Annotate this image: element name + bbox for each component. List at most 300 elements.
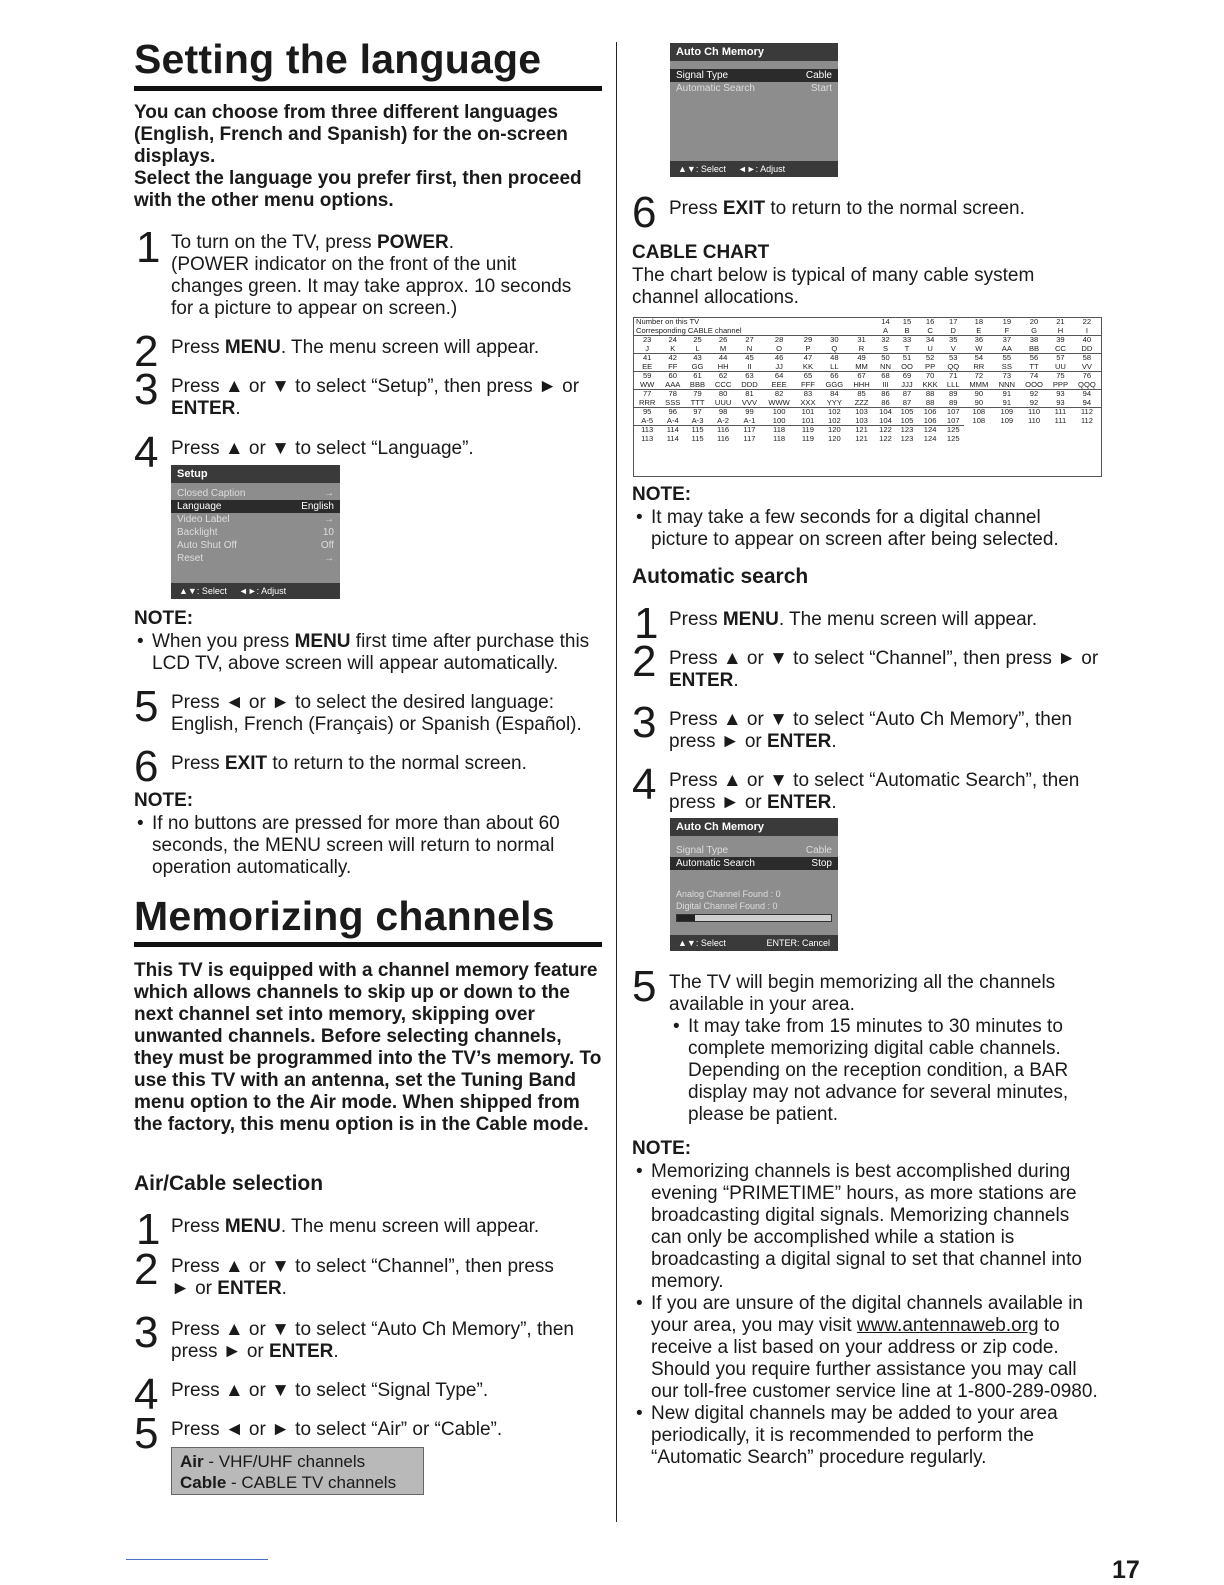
text: Press ▲ or ▼ to select “Channel”, then press ► or bbox=[669, 648, 1099, 669]
chart-cell-tv: 80 bbox=[710, 390, 736, 399]
chart-cell-cable: I bbox=[1085, 325, 1088, 335]
step-number: 4 bbox=[134, 1370, 159, 1419]
text: to return to the normal screen. bbox=[765, 198, 1025, 219]
footer-rule bbox=[126, 1559, 268, 1560]
chart-cell-tv: 41 bbox=[634, 354, 660, 363]
chart-cell-cable: E bbox=[976, 325, 982, 335]
text: to return to the normal screen. bbox=[267, 753, 527, 774]
chart-cell-cable: 91 bbox=[1002, 397, 1012, 407]
text: first time after purchase this LCD TV, above screen will appear automatically. bbox=[152, 631, 590, 674]
chart-cell-cable: 123 bbox=[900, 433, 914, 443]
chart-cell-cable: V bbox=[950, 343, 956, 353]
chart-cell-tv: 119 bbox=[796, 426, 821, 435]
chart-cell-cable: UU bbox=[1054, 361, 1066, 371]
osd-label: Automatic Search bbox=[676, 83, 755, 94]
chart-cell-tv: 44 bbox=[710, 354, 736, 363]
bullet-icon: • bbox=[636, 1403, 643, 1424]
chart-cell-tv: 78 bbox=[660, 390, 685, 399]
key-label: ENTER bbox=[767, 792, 832, 813]
osd-hint: ▲▼: Select bbox=[179, 586, 227, 596]
chart-cell-tv: 121 bbox=[848, 426, 874, 435]
osd-label: Signal Type bbox=[676, 70, 729, 81]
chart-cell-cable: TTT bbox=[690, 397, 705, 407]
text: . The menu screen will appear. bbox=[778, 609, 1038, 630]
chart-cell-tv: 74 bbox=[1020, 372, 1048, 381]
chart-cell-tv: 105 bbox=[896, 408, 918, 417]
chart-cell-cable: 89 bbox=[949, 397, 958, 407]
chart-cell-cable: BB bbox=[1028, 343, 1040, 353]
chart-cell-cable: A-4 bbox=[666, 415, 679, 425]
page-number: 17 bbox=[1112, 1556, 1140, 1584]
text: . bbox=[281, 1278, 287, 1299]
chart-cell-cable: 94 bbox=[1082, 397, 1092, 407]
chart-cell-tv: 16 bbox=[925, 317, 935, 326]
chart-cell-cable: 92 bbox=[1029, 397, 1039, 407]
chart-cell-tv: 111 bbox=[1048, 408, 1073, 417]
chart-cell-cable: VVV bbox=[741, 397, 758, 407]
section-title-setting-language: Setting the language bbox=[134, 36, 542, 82]
chart-cell-tv: 93 bbox=[1048, 390, 1073, 399]
osd-value: → bbox=[324, 553, 334, 564]
chart-cell-tv: 84 bbox=[820, 390, 848, 399]
key-label: ENTER bbox=[171, 398, 236, 419]
chart-cell-cable: 107 bbox=[946, 415, 960, 425]
chart-cell-cable: 93 bbox=[1056, 397, 1065, 407]
chart-cell-tv: 83 bbox=[796, 390, 821, 399]
chart-cell-cable: FFF bbox=[800, 379, 815, 389]
chart-cell-cable: R bbox=[858, 343, 865, 353]
chart-cell-cable: FF bbox=[668, 361, 678, 371]
text: . bbox=[235, 398, 241, 419]
chart-cell-tv: 28 bbox=[763, 336, 796, 345]
osd-label: Closed Caption bbox=[177, 488, 246, 499]
chart-cell-tv: 50 bbox=[875, 354, 897, 363]
chart-cell-tv: 25 bbox=[685, 336, 710, 345]
chart-cell-cable: 118 bbox=[773, 433, 786, 443]
chart-cell-tv: 72 bbox=[964, 372, 994, 381]
step-1-detail: (POWER indicator on the front of the unit changes green. It may take approx. 10 seconds for a picture to appear on screen.) bbox=[171, 254, 572, 319]
chart-cell-tv: 45 bbox=[736, 354, 762, 363]
osd-value: Off bbox=[320, 540, 334, 551]
chart-cell-cable: KKK bbox=[922, 379, 938, 389]
osd-row bbox=[171, 487, 340, 500]
chart-cell-cable: GG bbox=[691, 361, 704, 371]
chart-cell-cable: NN bbox=[880, 361, 891, 371]
step-number: 2 bbox=[134, 1245, 159, 1294]
text: . bbox=[333, 1341, 339, 1362]
chart-cell-tv: 86 bbox=[875, 390, 897, 399]
step-number: 5 bbox=[632, 962, 657, 1011]
chart-cell-cable: SS bbox=[1001, 361, 1012, 371]
chart-cell-cable: Q bbox=[831, 343, 838, 353]
chart-cell-tv: 55 bbox=[994, 354, 1020, 363]
chart-cell-tv: 37 bbox=[994, 336, 1020, 345]
chart-cell-cable: KK bbox=[802, 361, 814, 371]
option-name: Cable bbox=[180, 1473, 227, 1492]
note-bullet bbox=[636, 1161, 1101, 1293]
chart-cell-cable: JJJ bbox=[901, 379, 913, 389]
chart-cell-cable: P bbox=[805, 343, 811, 353]
ac-step-1-text bbox=[171, 1216, 591, 1238]
chart-cell-cable: HH bbox=[717, 361, 729, 371]
chart-cell-cable: U bbox=[927, 343, 933, 353]
chart-cell-tv: 75 bbox=[1048, 372, 1073, 381]
auto-ch-memory-screenshot bbox=[670, 43, 838, 177]
chart-cell-tv: 101 bbox=[796, 408, 821, 417]
chart-cell-cable: QQ bbox=[947, 361, 960, 371]
chart-cell-tv: 14 bbox=[881, 317, 890, 326]
chart-cell-tv: 22 bbox=[1082, 317, 1092, 326]
as-step-1-text bbox=[669, 609, 1089, 631]
chart-cell-cable: 110 bbox=[1027, 415, 1041, 425]
chart-cell-cable: WW bbox=[640, 379, 655, 389]
chart-cell-tv: 17 bbox=[949, 317, 958, 326]
chart-cell-tv: 36 bbox=[964, 336, 994, 345]
chart-cell-tv: 79 bbox=[685, 390, 710, 399]
text: . bbox=[733, 670, 739, 691]
chart-cell-cable: 88 bbox=[925, 397, 935, 407]
chart-cell-tv: 113 bbox=[634, 426, 660, 435]
chart-cell-tv: 117 bbox=[736, 426, 762, 435]
chart-cell-cable: MMM bbox=[969, 379, 989, 389]
chart-cell-tv: 64 bbox=[763, 372, 796, 381]
chart-cell-cable: BBB bbox=[689, 379, 706, 389]
text: Press bbox=[669, 609, 723, 630]
option-desc: - CABLE TV channels bbox=[226, 1473, 397, 1492]
chart-cell-cable: PPP bbox=[1052, 379, 1069, 389]
chart-cell-tv: 56 bbox=[1020, 354, 1048, 363]
as-step-3-text bbox=[669, 709, 1089, 753]
chart-cell-cable: A-3 bbox=[691, 415, 704, 425]
step-number: 1 bbox=[634, 599, 659, 648]
text: It may take a few seconds for a digital channel picture to appear on screen after being selected. bbox=[651, 507, 1059, 550]
osd-value: → bbox=[324, 514, 334, 525]
text: . bbox=[831, 792, 837, 813]
cable-chart-grid bbox=[634, 318, 1101, 443]
chart-cell-cable: G bbox=[1031, 325, 1037, 335]
chart-cell-cable: NNN bbox=[998, 379, 1016, 389]
chart-cell-cable: 108 bbox=[972, 415, 986, 425]
text: Memorizing channels is best accomplished during evening “PRIMETIME” hours, as more stations are broadcasting digital signals. Memorizing channels can only be accomplished while a station is broadcasting a digital signal to set that channel into memory. bbox=[651, 1161, 1082, 1292]
chart-cell-tv: 43 bbox=[685, 354, 710, 363]
digital-found-text: Digital Channel Found : 0 bbox=[676, 901, 778, 911]
key-label: ENTER bbox=[269, 1341, 334, 1362]
osd-row bbox=[171, 552, 340, 565]
chart-cell-cable: L bbox=[695, 343, 700, 353]
chart-cell-cable: WWW bbox=[768, 397, 790, 407]
text: press ► or bbox=[669, 792, 767, 813]
chart-cell-tv: 102 bbox=[820, 408, 848, 417]
osd-row bbox=[171, 526, 340, 539]
as-step-4-text bbox=[669, 770, 1089, 814]
chart-cell-cable: 101 bbox=[801, 415, 815, 425]
chart-cell-tv: 48 bbox=[820, 354, 848, 363]
chart-cell-cable: RR bbox=[973, 361, 985, 371]
chart-cell-tv: 91 bbox=[994, 390, 1020, 399]
chart-cell-cable: K bbox=[670, 343, 676, 353]
chart-cell-tv: 69 bbox=[896, 372, 918, 381]
osd-row-selected bbox=[171, 500, 340, 513]
chart-cell-tv: 54 bbox=[964, 354, 994, 363]
text: If no buttons are pressed for more than about 60 seconds, the MENU screen will return to normal operation automatically. bbox=[152, 813, 560, 878]
cable-chart-table bbox=[633, 317, 1102, 477]
chart-cell-tv: 29 bbox=[796, 336, 821, 345]
osd-label: Video Label bbox=[177, 514, 230, 525]
osd-label: Reset bbox=[177, 553, 204, 564]
chart-cell-cable: S bbox=[882, 343, 889, 353]
chart-cell-cable: 125 bbox=[946, 433, 960, 443]
chart-cell-cable: DDD bbox=[741, 379, 758, 389]
chart-cell-tv: 81 bbox=[736, 390, 762, 399]
chart-cell-tv: 51 bbox=[896, 354, 918, 363]
text: Press bbox=[171, 753, 225, 774]
intro-select-first: Select the language you prefer first, then proceed with the other menu options. bbox=[134, 168, 582, 211]
chart-cell-tv: 42 bbox=[660, 354, 685, 363]
text: Press ▲ or ▼ to select “Setup”, then press ► or bbox=[171, 376, 580, 397]
chart-label-cable: Corresponding CABLE channel bbox=[636, 325, 742, 335]
chart-cell-tv: 99 bbox=[736, 408, 762, 417]
chart-cell-tv: 49 bbox=[848, 354, 874, 363]
osd-hint: ENTER: Cancel bbox=[766, 938, 830, 948]
osd-row bbox=[670, 844, 838, 857]
step-number: 6 bbox=[134, 742, 159, 791]
chart-cell-cable: TT bbox=[1029, 361, 1039, 371]
text: Press ▲ or ▼ to select “Automatic Search”, then bbox=[669, 770, 1080, 791]
bullet-icon: • bbox=[673, 1016, 680, 1037]
subheading-automatic-search: Automatic search bbox=[632, 565, 809, 588]
chart-cell-tv: 100 bbox=[763, 408, 796, 417]
chart-cell-tv: 59 bbox=[634, 372, 660, 381]
chart-cell-tv: 27 bbox=[736, 336, 762, 345]
antennaweb-link[interactable]: www.antennaweb.org bbox=[856, 1315, 1039, 1336]
chart-cell-tv: 53 bbox=[943, 354, 965, 363]
ac-step-2-text bbox=[171, 1256, 591, 1300]
chart-cell-tv: 124 bbox=[918, 426, 943, 435]
chart-cell-tv: 94 bbox=[1073, 390, 1101, 399]
osd-value: Start bbox=[810, 83, 832, 94]
chart-row-cable bbox=[634, 435, 1101, 444]
osd-value: Cable bbox=[805, 845, 832, 856]
step-number: 3 bbox=[134, 365, 159, 414]
chart-cell-tv: 85 bbox=[848, 390, 874, 399]
chart-cell-cable: 112 bbox=[1080, 415, 1093, 425]
step-number: 3 bbox=[134, 1308, 159, 1357]
text: New digital channels may be added to your area periodically, it is recommended to perform the “Automatic Search” procedure regularly. bbox=[651, 1403, 1058, 1468]
chart-cell-cable: A-1 bbox=[743, 415, 756, 425]
osd-title: Auto Ch Memory bbox=[670, 818, 838, 836]
chart-cell-tv: 40 bbox=[1073, 336, 1101, 345]
osd-footer bbox=[171, 583, 340, 599]
osd-title: Auto Ch Memory bbox=[670, 43, 838, 61]
key-label: ENTER bbox=[767, 731, 832, 752]
bullet-icon: • bbox=[636, 1293, 643, 1314]
automatic-search-screenshot bbox=[670, 818, 838, 951]
text: If you are unsure of the digital channels available in your area, you may visit bbox=[651, 1293, 1083, 1336]
step-number: 1 bbox=[136, 223, 161, 272]
step-number: 3 bbox=[632, 698, 657, 747]
step-number: 1 bbox=[136, 1205, 161, 1254]
osd-row-selected bbox=[670, 69, 838, 82]
cable-chart-heading: CABLE CHART bbox=[632, 242, 770, 263]
chart-cell-tv: 76 bbox=[1073, 372, 1101, 381]
chart-cell-tv: 52 bbox=[918, 354, 943, 363]
chart-cell-cable: DD bbox=[1081, 343, 1093, 353]
key-label: POWER bbox=[376, 232, 449, 253]
search-progress-fill bbox=[677, 915, 695, 921]
chart-cell-tv: 68 bbox=[875, 372, 897, 381]
chart-cell-tv: 32 bbox=[875, 336, 897, 345]
text: Press bbox=[669, 198, 723, 219]
chart-cell-cable: AAA bbox=[665, 379, 681, 389]
osd-footer bbox=[670, 935, 838, 951]
step-number: 5 bbox=[134, 1409, 159, 1458]
chart-cell-cable: 111 bbox=[1054, 415, 1067, 425]
chart-cell-cable: A-2 bbox=[717, 415, 729, 425]
text: to receive a list based on your address or zip code. Should you require further assistance you may call our toll-free customer service line at 1-800-289-0980. bbox=[651, 1315, 1098, 1402]
chart-label-tv: Number on this TV bbox=[636, 317, 700, 326]
chart-cell-cable: ZZZ bbox=[854, 397, 869, 407]
chart-cell-tv: 70 bbox=[918, 372, 943, 381]
note-bullet bbox=[137, 813, 582, 879]
key-label: MENU bbox=[224, 1216, 281, 1237]
note-heading: NOTE: bbox=[134, 790, 194, 811]
key-label: MENU bbox=[224, 337, 281, 358]
chart-cell-tv: 97 bbox=[685, 408, 710, 417]
chart-cell-cable: 102 bbox=[828, 415, 841, 425]
chart-cell-tv: 106 bbox=[918, 408, 943, 417]
as-step-2-text bbox=[669, 648, 1099, 692]
osd-row bbox=[171, 513, 340, 526]
chart-cell-tv: 47 bbox=[796, 354, 821, 363]
intro-languages: You can choose from three different languages (English, French and Spanish) for the on-screen displays. bbox=[134, 102, 568, 167]
chart-cell-tv: 77 bbox=[634, 390, 660, 399]
chart-cell-tv: 125 bbox=[943, 426, 965, 435]
text: Press ▲ or ▼ to select “Auto Ch Memory”, then bbox=[669, 709, 1072, 730]
option-name: Air bbox=[180, 1452, 204, 1471]
setup-menu-screenshot bbox=[171, 465, 340, 599]
key-label: ENTER bbox=[669, 670, 734, 691]
step-5-text: Press ◄ or ► to select the desired language: English, French (Français) or Spanish (Español). bbox=[171, 692, 582, 735]
chart-cell-cable: CC bbox=[1054, 343, 1066, 353]
chart-cell-tv: 58 bbox=[1073, 354, 1101, 363]
chart-cell-cable: III bbox=[882, 379, 889, 389]
chart-cell-cable: B bbox=[904, 325, 910, 335]
osd-label: Auto Shut Off bbox=[177, 540, 237, 551]
chart-cell-cable: H bbox=[1057, 325, 1064, 335]
chart-cell-tv: 103 bbox=[848, 408, 874, 417]
chart-cell-tv: 87 bbox=[896, 390, 918, 399]
text: . The menu screen will appear. bbox=[280, 1216, 540, 1237]
chart-cell-tv: 108 bbox=[964, 408, 994, 417]
osd-value: English bbox=[301, 501, 334, 512]
osd-row bbox=[670, 82, 838, 95]
osd-value: → bbox=[324, 488, 334, 499]
analog-found-text: Analog Channel Found : 0 bbox=[676, 889, 781, 899]
cable-chart-desc: The chart below is typical of many cable system channel allocations. bbox=[632, 265, 1035, 308]
chart-cell-cable: A bbox=[882, 325, 889, 335]
note-heading: NOTE: bbox=[632, 484, 692, 505]
chart-cell-tv: 112 bbox=[1073, 408, 1101, 417]
chart-cell-cable: 119 bbox=[801, 433, 814, 443]
chart-cell-tv: 60 bbox=[660, 372, 685, 381]
step-2-text bbox=[171, 337, 591, 359]
step-number: 2 bbox=[134, 327, 159, 376]
chart-cell-tv: 116 bbox=[710, 426, 736, 435]
text: . bbox=[831, 731, 837, 752]
chart-cell-tv: 107 bbox=[943, 408, 965, 417]
chart-cell-cable: EE bbox=[642, 361, 653, 371]
step-number: 5 bbox=[134, 682, 159, 731]
chart-cell-cable: 115 bbox=[691, 433, 704, 443]
text: press ► or bbox=[669, 731, 767, 752]
chart-cell-tv: 23 bbox=[634, 336, 660, 345]
chart-cell-cable: 103 bbox=[855, 415, 868, 425]
chart-cell-cable: 116 bbox=[717, 433, 730, 443]
ac-step-3-text bbox=[171, 1319, 591, 1363]
chart-cell-cable: LL bbox=[830, 361, 839, 371]
chart-cell-tv: 120 bbox=[820, 426, 848, 435]
osd-value: Stop bbox=[811, 858, 832, 869]
bullet-icon: • bbox=[137, 813, 144, 834]
key-label: EXIT bbox=[224, 753, 268, 774]
chart-cell-cable: 117 bbox=[743, 433, 756, 443]
osd-title: Setup bbox=[171, 465, 340, 483]
chart-cell-cable: W bbox=[975, 343, 983, 353]
chart-cell-cable: 114 bbox=[666, 433, 679, 443]
as-step-5-text: The TV will begin memorizing all the channels available in your area. bbox=[669, 972, 1056, 1015]
chart-cell-tv: 31 bbox=[848, 336, 874, 345]
chart-cell-cable: D bbox=[950, 325, 956, 335]
osd-row-selected bbox=[670, 857, 838, 870]
step-number: 2 bbox=[632, 637, 657, 686]
osd-hint: ◄►: Adjust bbox=[737, 164, 786, 174]
osd-row bbox=[171, 539, 340, 552]
step-number: 4 bbox=[134, 428, 159, 477]
chart-cell-tv: 34 bbox=[918, 336, 943, 345]
intro-memorizing: This TV is equipped with a channel memory feature which allows channels to skip up or down to the next channel set into memory, skipping over unwanted channels. Before selecting channels, they must be programmed into the TV’s memory. To use this TV with an antenna, set the Tuning Band menu option to the Air mode. When shipped from the factory, this menu option is in the Cable mode. bbox=[134, 960, 602, 1135]
chart-cell-cable: 90 bbox=[974, 397, 984, 407]
chart-cell-tv: 118 bbox=[763, 426, 796, 435]
text: . The menu screen will appear. bbox=[280, 337, 540, 358]
chart-cell-tv: 21 bbox=[1056, 317, 1065, 326]
as-step-5-bullet bbox=[673, 1016, 1088, 1126]
chart-cell-cable: PP bbox=[925, 361, 936, 371]
chart-cell-tv: 96 bbox=[660, 408, 685, 417]
chart-cell-cable: F bbox=[1004, 325, 1010, 335]
search-progress-track bbox=[676, 914, 832, 922]
chart-cell-cable: MM bbox=[855, 361, 868, 371]
chart-cell-cable: 113 bbox=[641, 433, 654, 443]
title-rule bbox=[134, 942, 602, 947]
title-rule bbox=[134, 86, 602, 91]
osd-label: Language bbox=[177, 501, 222, 512]
chart-cell-cable: 87 bbox=[902, 397, 912, 407]
air-cable-info-box bbox=[171, 1447, 424, 1495]
note-heading: NOTE: bbox=[134, 608, 194, 629]
bullet-icon: • bbox=[636, 507, 643, 528]
note-bullet bbox=[636, 1403, 1101, 1469]
text: When you press bbox=[152, 631, 295, 652]
osd-value: 10 bbox=[322, 527, 334, 538]
chart-cell-tv: 15 bbox=[902, 317, 912, 326]
note-bullet bbox=[636, 1293, 1101, 1403]
chart-cell-cable: 109 bbox=[1000, 415, 1014, 425]
chart-cell-cable: M bbox=[719, 343, 727, 353]
key-label: MENU bbox=[294, 631, 351, 652]
chart-cell-tv: 71 bbox=[943, 372, 965, 381]
option-desc: - VHF/UHF channels bbox=[203, 1452, 366, 1471]
chart-cell-tv: 92 bbox=[1020, 390, 1048, 399]
